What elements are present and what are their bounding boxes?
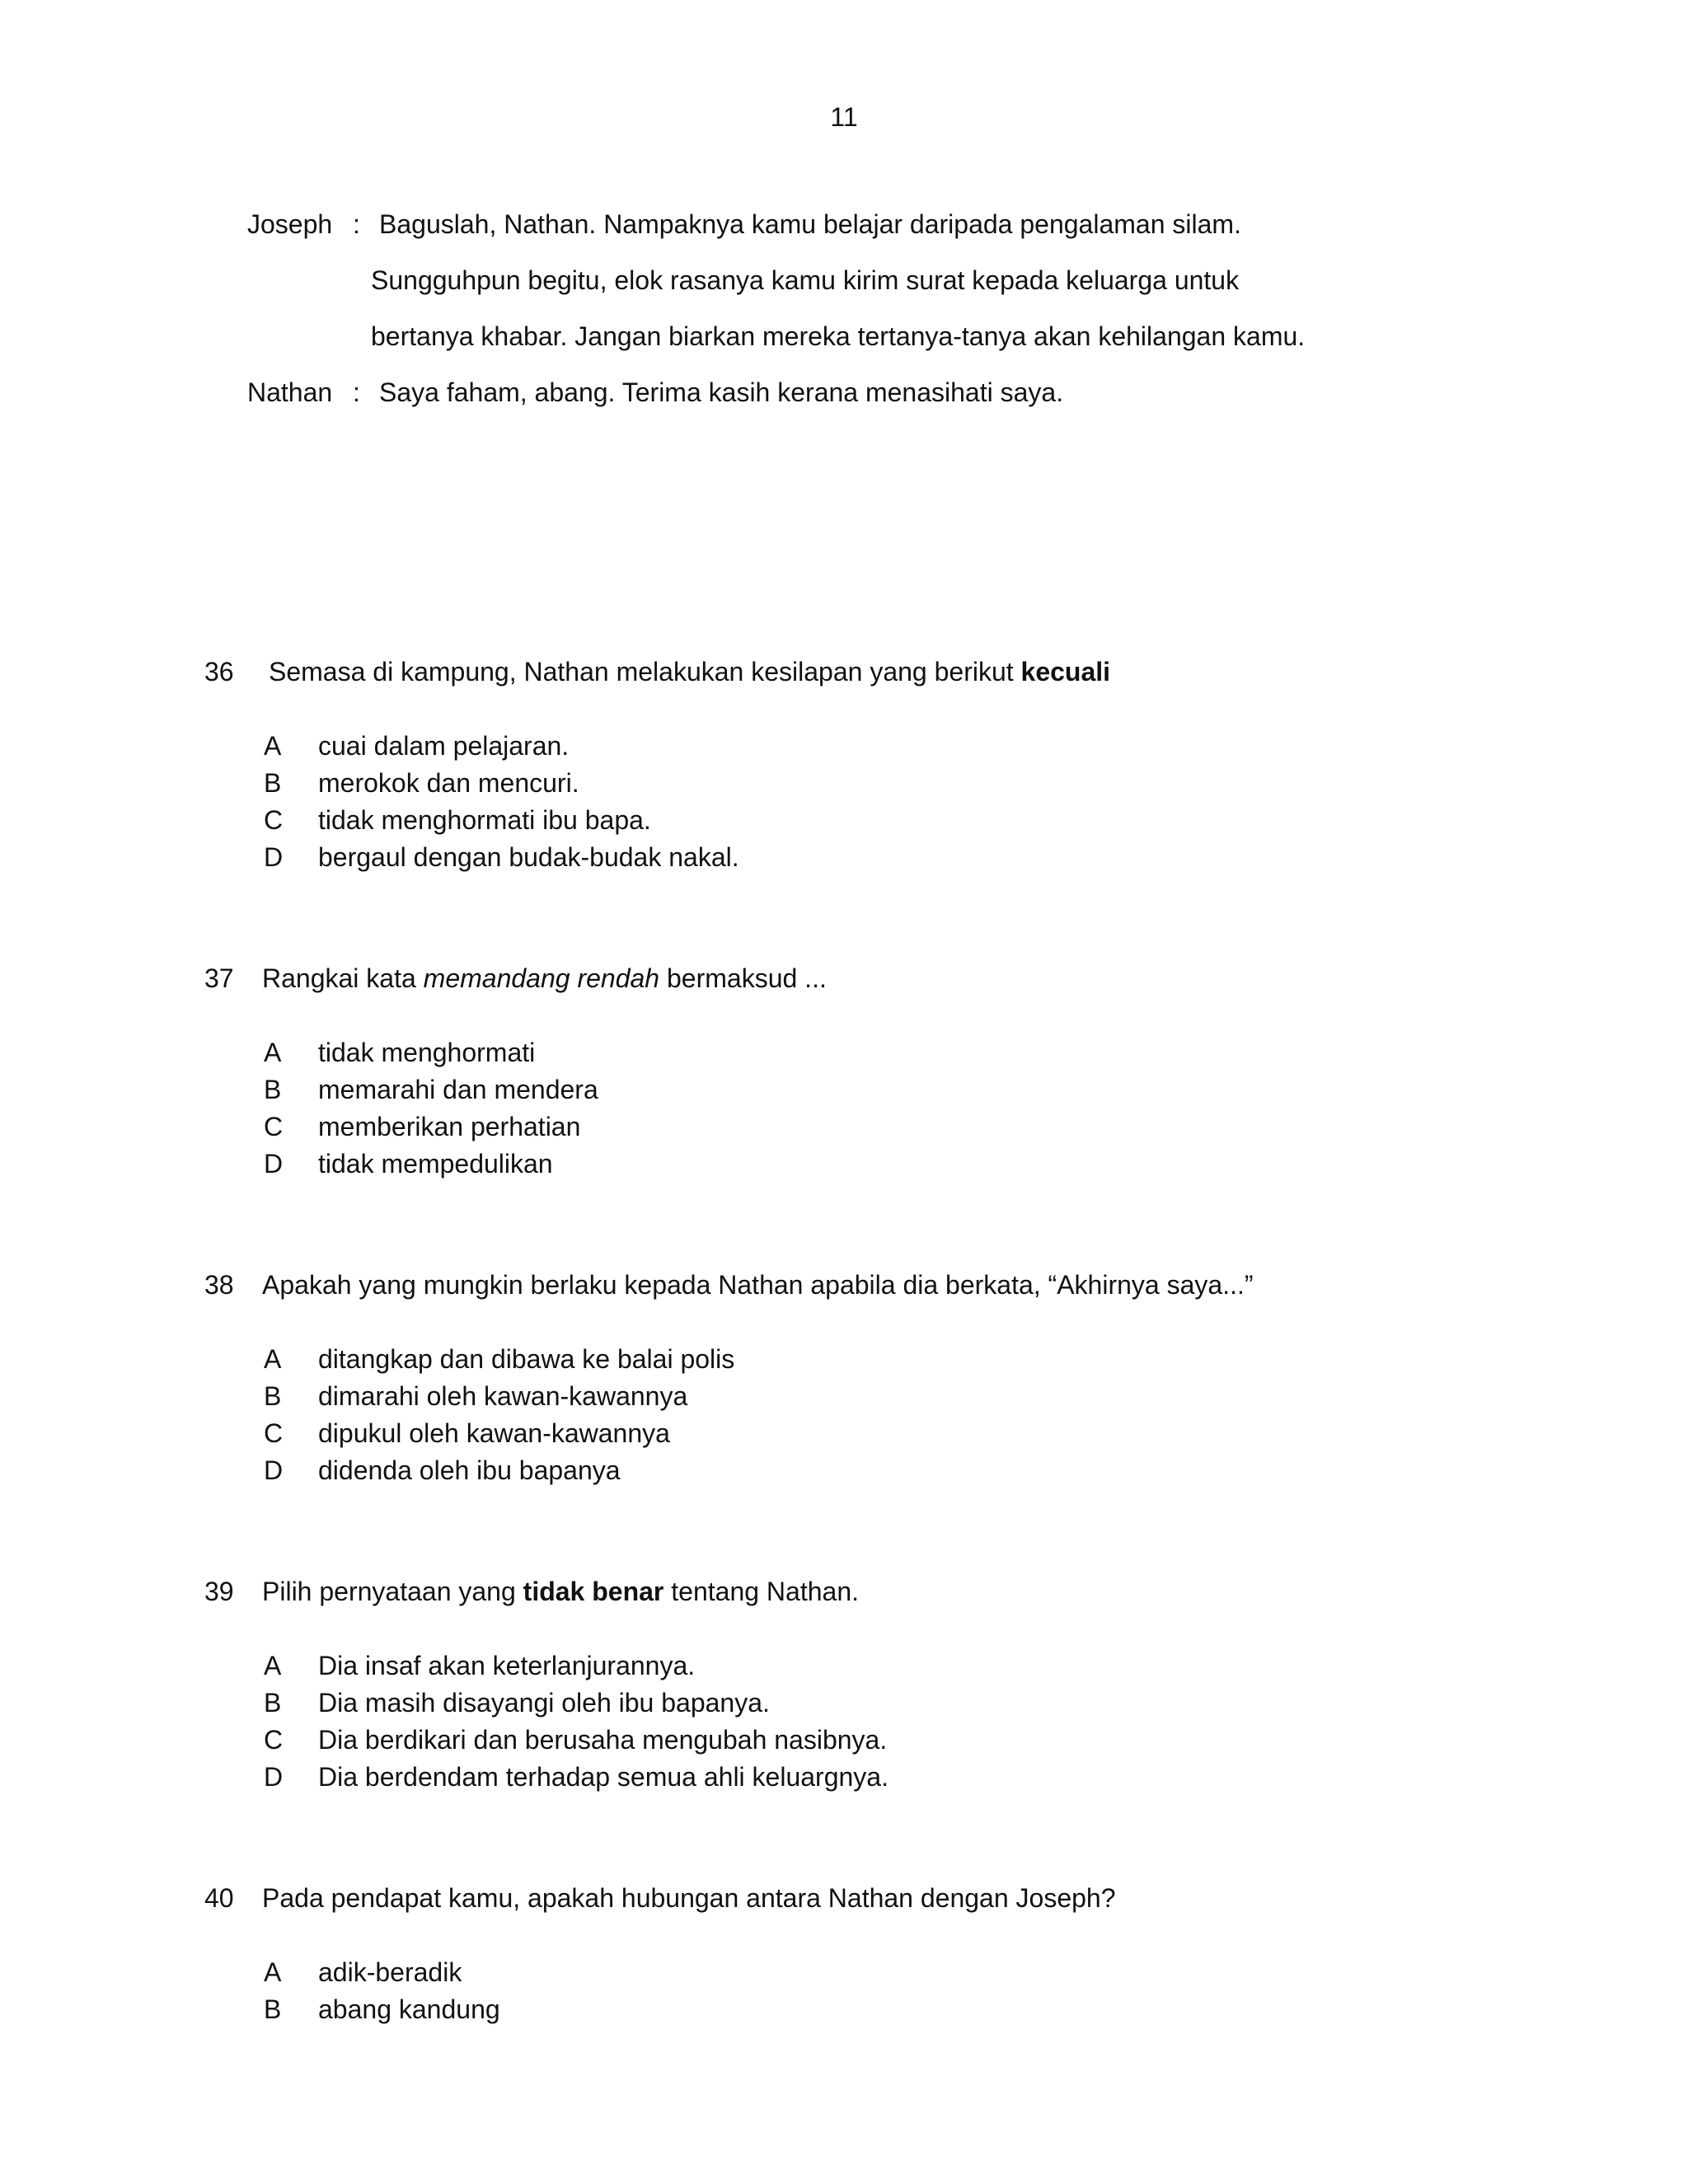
option-letter: D: [264, 1149, 284, 1179]
option-text: adik-beradik: [318, 1957, 462, 1987]
speaker-separator: :: [353, 377, 360, 407]
dialogue-line: bertanya khabar. Jangan biarkan mereka tertanya-tanya akan kehilangan kamu.: [371, 321, 1306, 351]
option-letter: D: [264, 1455, 284, 1485]
option-letter: A: [264, 1344, 282, 1374]
question-number: 40: [204, 1883, 234, 1913]
question-text: Apakah yang mungkin berlaku kepada Nathan apabila dia berkata, “Akhirnya saya...”: [262, 1270, 1254, 1300]
question-text: Semasa di kampung, Nathan melakukan kesilapan yang berikut kecuali: [269, 657, 1111, 687]
option-letter: A: [264, 1038, 282, 1067]
dialogue-line: Saya faham, abang. Terima kasih kerana menasihati saya.: [379, 377, 1064, 407]
option-text: didenda oleh ibu bapanya: [318, 1455, 621, 1485]
option-letter: B: [264, 1688, 282, 1718]
speaker-nathan: Nathan: [247, 377, 333, 407]
option-letter: C: [264, 805, 284, 835]
option-text: tidak menghormati ibu bapa.: [318, 805, 651, 835]
option-letter: A: [264, 1651, 282, 1680]
option-letter: C: [264, 1418, 284, 1448]
option-text: dipukul oleh kawan-kawannya: [318, 1418, 670, 1448]
option-text: Dia berdendam terhadap semua ahli keluargnya.: [318, 1762, 889, 1792]
option-letter: C: [264, 1112, 284, 1141]
option-letter: D: [264, 842, 284, 872]
option-text: cuai dalam pelajaran.: [318, 731, 570, 761]
option-letter: B: [264, 1075, 282, 1104]
question-emphasis: kecuali: [1020, 657, 1111, 687]
option-letter: A: [264, 1957, 282, 1987]
question-number: 36: [204, 657, 234, 687]
option-letter: C: [264, 1725, 284, 1755]
option-letter: A: [264, 731, 282, 761]
option-text: Dia insaf akan keterlanjurannya.: [318, 1651, 696, 1680]
question-number: 38: [204, 1270, 234, 1300]
option-text: merokok dan mencuri.: [318, 768, 579, 798]
question-emphasis: tidak benar: [523, 1577, 664, 1606]
question-number: 37: [204, 963, 234, 993]
option-text: tidak menghormati: [318, 1038, 536, 1067]
option-letter: B: [264, 768, 282, 798]
dialogue-line: Sungguhpun begitu, elok rasanya kamu kirim surat kepada keluarga untuk: [371, 265, 1240, 295]
question-text: Rangkai kata memandang rendah bermaksud ...: [262, 963, 827, 993]
question-number: 39: [204, 1577, 234, 1606]
page-number: 11: [830, 102, 858, 132]
option-text: bergaul dengan budak-budak nakal.: [318, 842, 739, 872]
option-text: Dia berdikari dan berusaha mengubah nasibnya.: [318, 1725, 888, 1755]
question-text: Pada pendapat kamu, apakah hubungan antara Nathan dengan Joseph?: [262, 1883, 1116, 1913]
option-text: memarahi dan mendera: [318, 1075, 598, 1104]
option-text: abang kandung: [318, 1994, 500, 2024]
option-letter: B: [264, 1381, 282, 1411]
question-text: Pilih pernyataan yang tidak benar tentang Nathan.: [262, 1577, 859, 1606]
option-text: memberikan perhatian: [318, 1112, 581, 1141]
option-text: Dia masih disayangi oleh ibu bapanya.: [318, 1688, 770, 1718]
question-emphasis: memandang rendah: [423, 963, 660, 993]
option-text: dimarahi oleh kawan-kawannya: [318, 1381, 688, 1411]
dialogue-line: Baguslah, Nathan. Nampaknya kamu belajar daripada pengalaman silam.: [379, 209, 1241, 239]
speaker-joseph: Joseph: [247, 209, 333, 239]
option-letter: B: [264, 1994, 282, 2024]
option-text: ditangkap dan dibawa ke balai polis: [318, 1344, 735, 1374]
speaker-separator: :: [353, 209, 360, 239]
option-text: tidak mempedulikan: [318, 1149, 553, 1179]
option-letter: D: [264, 1762, 284, 1792]
